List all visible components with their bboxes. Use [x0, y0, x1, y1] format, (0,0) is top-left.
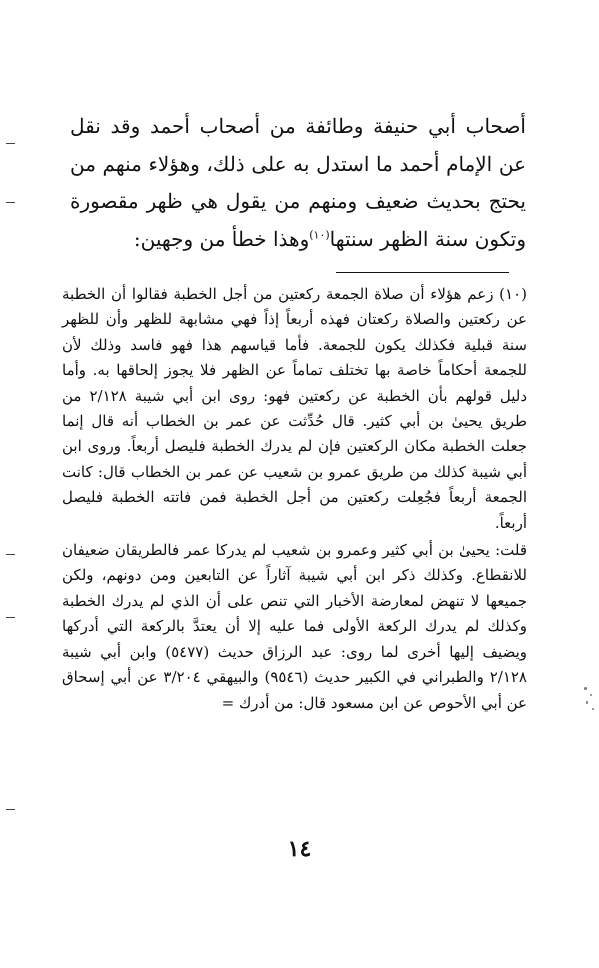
main-paragraph — [70, 108, 526, 258]
page-number: ١٤ — [287, 836, 312, 862]
margin-mark — [6, 554, 15, 555]
margin-mark — [6, 143, 15, 144]
footnote-block — [62, 282, 527, 716]
footnote-paragraph-1: (١٠) زعم هؤلاء أن صلاة الجمعة ركعتين من أجل الخطبة فقالوا أن الخطبة عن ركعتين والصلاة ركعتان فهذه أربعاً إذاً فهي مشابهة للظهر وأن للظهر سنة قبلية فكذلك يكون للجمعة. فأما قياسهم هذا فهو فاسد وذلك لأن للجمعة أحكاماً خاصة بها تختلف تماماً عن الظهر فلا يجوز إلحاقها به. وأما دليل قولهم بأن الخطبة عن ركعتين فهو: روى ابن أبي شيبة ٢/١٢٨ من طريق يحيىٰ بن أبي كثير. قال حُدِّثت عن عمر بن الخطاب أنه قال إنما جعلت الخطبة مكان الركعتين فإن لم يدرك الخطبة فليصل أربعاً. وروى ابن أبي شيبة كذلك من طريق عمرو بن شعيب عن عمر بن الخطاب قال: كانت الجمعة أربعاً فجُعِلت ركعتين من أجل الخطبة فمن فاتته الخطبة فليصل أربعاً. — [62, 285, 527, 532]
scan-speck — [586, 701, 588, 704]
scan-speck — [584, 687, 587, 690]
scan-speck — [590, 694, 592, 696]
main-text-after-ref: وهذا خطأ من وجهين: — [133, 226, 310, 251]
main-text-block — [70, 108, 526, 258]
footnote-paragraph-2: قلت: يحيىٰ بن أبي كثير وعمرو بن شعيب لم يدركا عمر فالطريقان ضعيفان للانقطاع. وكذلك ذكر ابن أبي شيبة آثاراً عن التابعين ومن دونهم، ولكن جميعها لا تنهض لمعارضة الأخبار التي تنص على أن الذي لم يدرك الخطبة وكذلك لم يدرك الركعة الأولى فما عليه إلا أن يعتدَّ بالركعة التي أدركها ويضيف إليها أخرى لما روى: عبد الرزاق حديث (٥٤٧٧) وابن أبي شيبة ٢/١٢٨ والطبراني في الكبير حديث (٩٥٤٦) والبيهقي ٣/٢٠٤ عن أبي إسحاق عن أبي الأحوص عن ابن مسعود قال: من أدرك = — [62, 541, 527, 712]
scan-speck — [592, 708, 594, 710]
margin-mark — [6, 202, 15, 203]
margin-mark — [6, 809, 15, 810]
footnote-reference: (١٠) — [309, 227, 330, 241]
margin-mark — [6, 617, 15, 618]
footnote-separator — [336, 272, 509, 273]
main-text-before-ref: أصحاب أبي حنيفة وطائفة من أصحاب أحمد وقد نقل عن الإمام أحمد ما استدل به على ذلك، وهؤلاء منهم من يحتج بحديث ضعيف ومنهم من يقول هي ظهر مقصورة وتكون سنة الظهر سنتها — [70, 114, 526, 251]
